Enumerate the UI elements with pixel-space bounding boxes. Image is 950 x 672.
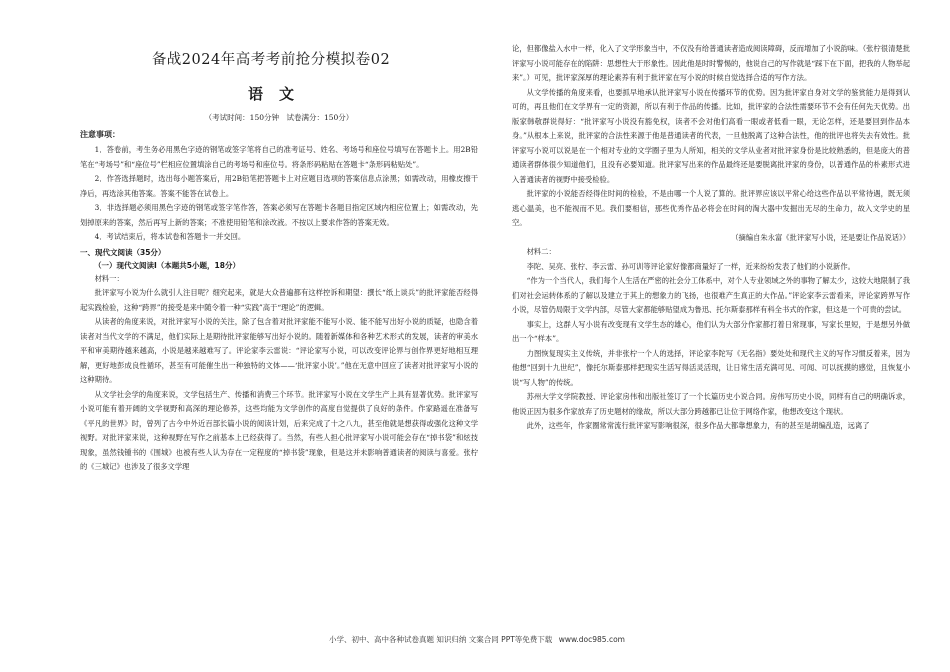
note-item-3: 3．非选择题必须用黑色字迹的钢笔或签字笔作答，答案必须写在答题卡各题目指定区域内相应位置上；如需改动，先划掉原来的答案，然后再写上新的答案；不准使用铅笔和涂改液。不按以上要求作答的答案无效。 [80, 203, 478, 227]
notes-heading: 注意事项： [80, 130, 120, 139]
passage-paragraph: 力图恢复现实主义传统，并非张柠一个人的选择，评论家李陀写《无名指》要处处和现代主义的写作习惯反着来，因为他想“回到十九世纪”，像托尔斯泰那样把现实生活写得活灵活现，让日常生活充满可见、可闻、可以抚摸的感觉，且恢复小说“写人物”的传统。 [512, 348, 910, 387]
sub-section-heading: （一）现代文阅读Ⅰ（本题共5小题，18分） [94, 260, 240, 270]
passage-paragraph: 此外，这些年，作家圈常常流行批评家写影响很深，很多作品大都靠想象力，有的甚至是胡编乱造，远离了 [526, 421, 870, 430]
note-item-4: 4．考试结束后，将本试卷和答题卡一并交回。 [94, 232, 246, 241]
exam-title: 备战2024年高考考前抢分模拟卷02 [151, 52, 391, 68]
passage-paragraph: 批评家写小说为什么就引人注目呢？细究起来，就是大众普遍都有这样控诉和期望：撰长“纸上谈兵”的批评家能否经得起实践检验，这种“跨界”的接受是来中随令着一种“实践”高于“理论”的逻辑。 [80, 288, 478, 312]
passage-paragraph: 从文学社会学的角度来说，文学包括生产、传播和消费三个环节。批评家写小说在文学生产上具有显著优势。批评家写小说可能有着开阔的文学视野和高深的理论修养，这些均能为文学创作的高度自觉提供了良好的条件。作家路遥在准备写《平凡的世界》时，曾列了古今中外近百部长篇小说的阅读计划，后来完成了十之八九，甚至他就是想获得或强化这种文学视野。对批评家来说，这种视野在写作之前基本上已经获得了。当然，有些人担心批评家写小说可能会存在“掉书袋”和炫技现象，虽然钱锺书的《围城》也被有些人认为存在一定程度的“掉书袋”现象，但是这并未影响普通读者的阅读与喜爱。张柠的《三城记》也涉及了很多文学理 [80, 389, 478, 471]
passage-paragraph: 从读者的角度来说，对批评家写小说的关注，除了包含着对批评家能不能写小说、能不能写出好小说的质疑，也隐含着读者对当代文学的不满足，他们实际上是期待批评家能够写出好小说的。随着新媒体和各种艺术形式的发展，读者的审美水平和审美期待越来越高，小说是越来越难写了。评论家李云雷说：“评论家写小说，可以改变评论界与创作界更好地相互理解，更好地彭成良性循环，甚至有可能催生出一种独特的文体——‘批评家小说’。”他在无意中回应了读者对批评家写小说的这种期待。 [80, 317, 478, 384]
passage-paragraph: 批评家的小说能否经得住时间的检验，不是由哪一个人说了算的。批评界应该以平常心给这些作品以平常待遇，既无须逃心温美，也不能视而不见。我们要相信，那些优秀作品必将会在时间的淘大器中发掘出无尽的生命力，故入文学史的星空。 [512, 189, 910, 227]
passage-paragraph: 论，但都像盐入水中一样，化入了文学形象当中，不仅没有给普通读者造成阅读障碍，反而增加了小说韵味。（张柠很清楚批评家写小说可能存在的陷阱：思想性大于形象性。因此他是时时警惕的，他说自己的写作就是“踩下在下面，把我的人物举起来”。）可见，批评家深厚的理论素养有利于批评家在写小说的时候自觉选择合适的写作方法。 [512, 44, 910, 82]
passage-paragraph: 苏州大学文学院教授、评论家房伟和出版社签订了一个长篇历史小说合同。房伟写历史小说，同样有自己的明确诉求，他说正因为很多作家放弃了历史题材的缘故，所以大部分跨越都已让位于网络作家，他想改变这个现状。 [512, 392, 910, 416]
column-divider [492, 42, 493, 622]
material2-label: 材料二： [526, 247, 556, 256]
footer-text: 小学、初中、高中各种试卷真题 知识归纳 文案合同 PPT等免费下载 [329, 635, 553, 644]
left-column [80, 42, 478, 475]
right-column [512, 42, 910, 434]
source-citation: （摘编自朱永富《批评家写小说，还是要让作品说话》） [731, 232, 910, 242]
passage-paragraph: 从文学传播的角度来看，也要抓早地承认批评家写小说在传播环节的优势。因为批评家自身对文学的鉴赏能力是得到认可的，再且他们在文学界有一定的资源，所以有利于作品的传播。比如，批评家的合法性需要环节不会有任何先天优势。出版家韩敬群说得好：“批评家写小说没有豁免权，读者不会对他们高看一眼或者低看一眼，无论怎样，还是要回到作品本身。”从根本上来说，批评家的合法性来源于他是普通读者的代表，一旦他脱离了这种合法性，他的批评也将失去有效性。批评家写小说可以说是在一个相对专业的文学圈子里为人所知，相关的文学从业者对批评家身份是比较熟悉的，但是庞大的普通读者群体很少知道他们，且没有必要知道。批评家写出来的作品最终还是要脱离批评家的身份，以普通作品的朴素形式进入普通读者的视野中接受检验。 [512, 87, 910, 184]
passage-paragraph: 事实上，这群人写小说有改变现有文学生态的雄心，他们认为大部分作家都打着日常现事，写家长里短，于是想另外做出一个“样本”。 [512, 319, 910, 343]
passage-paragraph: “作为一个当代人，我们每个人生活在严密的社会分工体系中，对个人专业领域之外的事物了解太少，这较大地限制了我们对社会运转体系的了解以及建立于其上的想象力的飞扬，也很难产生真正的大作品。”评论家李云雷看来，评论家跨界写作小说，尽管仍局限于文学内部，尽管大家都能够贴望成为鲁迅、托尔斯泰那样有科全书式的作家，但这是一个可贵的尝试。 [512, 276, 910, 314]
section-heading: 一、现代文阅读（35分） [80, 247, 166, 257]
page-footer [0, 634, 950, 645]
note-item-2: 2．作答选择题时，选出每小题答案后，用2B铅笔把答题卡上对应题目选项的答案信息点涂黑；如需改动，用橡皮擦干净后，再选涂其他答案。答案不能答在试卷上。 [80, 174, 478, 198]
passage-paragraph: 李陀、吴亮、张柠、李云雷、孙可训等评论家好像都商量好了一样，近来纷纷发表了他们的小说新作。 [526, 261, 855, 271]
exam-info: （考试时间：150分钟 试卷满分：150分） [204, 113, 354, 122]
material1-label: 材料一： [94, 273, 124, 283]
footer-link[interactable]: www.doc985.com [558, 635, 625, 644]
note-item-1: 1．答卷前，考生务必用黑色字迹的钢笔或签字笔将自己的准考证号、姓名、考场号和座位号填写在答题卡上。用2B铅笔在“考场号”和“座位号”栏相应位置填涂自己的考场号和座位号。将条形码粘贴在答题卡“条形码粘贴处”。 [80, 145, 478, 169]
subject-title: 语文 [247, 85, 310, 103]
